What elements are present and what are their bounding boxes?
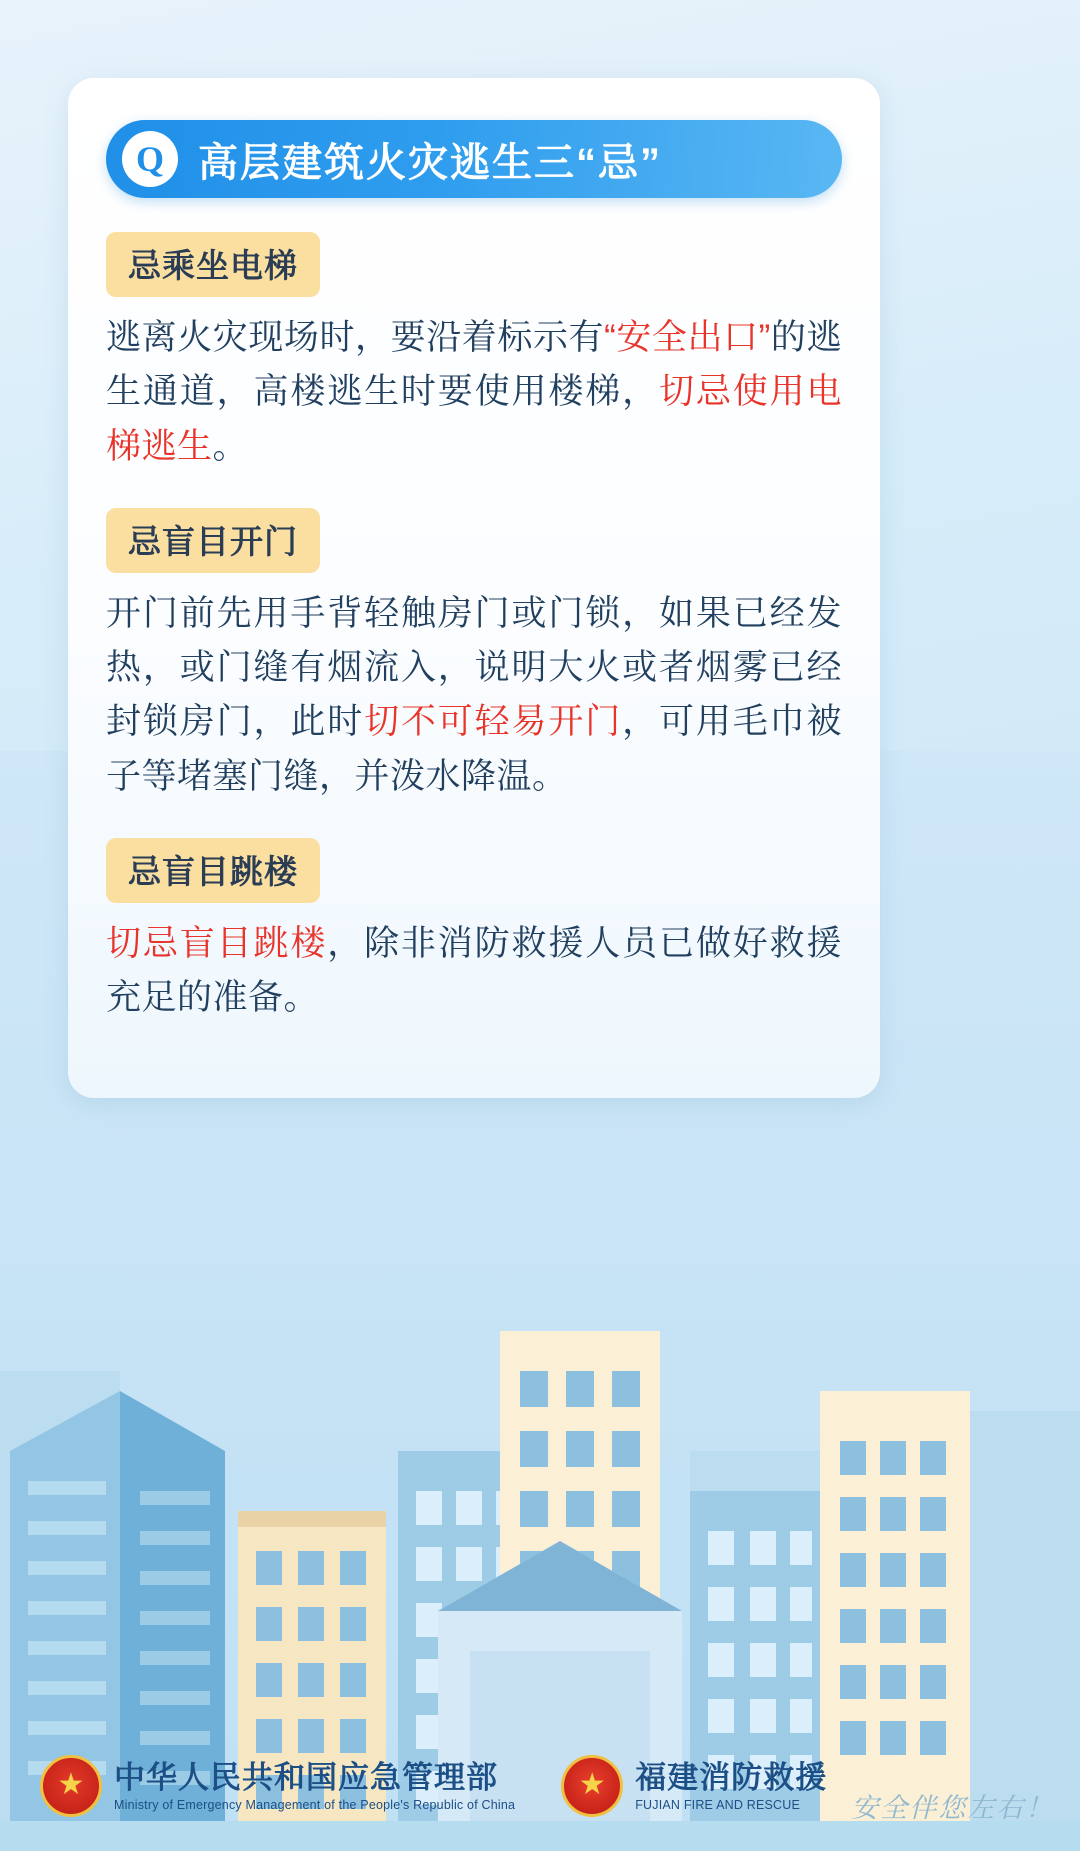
footer-slogan: 安全伴您左右！ [851,1793,1055,1823]
card-header [106,120,842,198]
info-card [68,78,880,1098]
section-body: 切忌盲目跳楼，除非消防救援人员已做好救援充足的准备。 [106,923,842,1017]
footer [0,1721,1080,1851]
org-name-cn: 中华人民共和国应急管理部 [114,1760,498,1796]
section-1 [106,232,842,474]
section-tag: 忌盲目跳楼 [106,838,320,903]
org-name-en: FUJIAN FIRE AND RESCUE [635,1797,801,1812]
section-body: 逃离火灾现场时，要沿着标示有“安全出口”的逃生通道，高楼逃生时要使用楼梯，切忌使用电梯逃生。 [106,318,842,466]
org-name-cn: 福建消防救援 [635,1760,828,1796]
org-ministry [40,1755,515,1817]
national-emblem-icon [40,1755,102,1817]
section-body: 开门前先用手背轻触房门或门锁，如果已经发热，或门缝有烟流入，说明大火或者烟雾已经封锁房门，此时切不可轻易开门，可用毛巾被子等堵塞门缝，并泼水降温。 [106,593,842,796]
question-badge-icon: Q [122,131,178,187]
fire-rescue-emblem-icon [561,1755,623,1817]
section-tag: 忌乘坐电梯 [106,232,320,297]
section-2 [106,508,842,804]
page-title: 高层建筑火灾逃生三“忌” [198,140,662,185]
org-name-en: Ministry of Emergency Management of the People's Republic of China [114,1797,516,1812]
section-3 [106,838,842,1026]
section-tag: 忌盲目开门 [106,508,320,573]
org-fujian-fire [561,1755,827,1817]
